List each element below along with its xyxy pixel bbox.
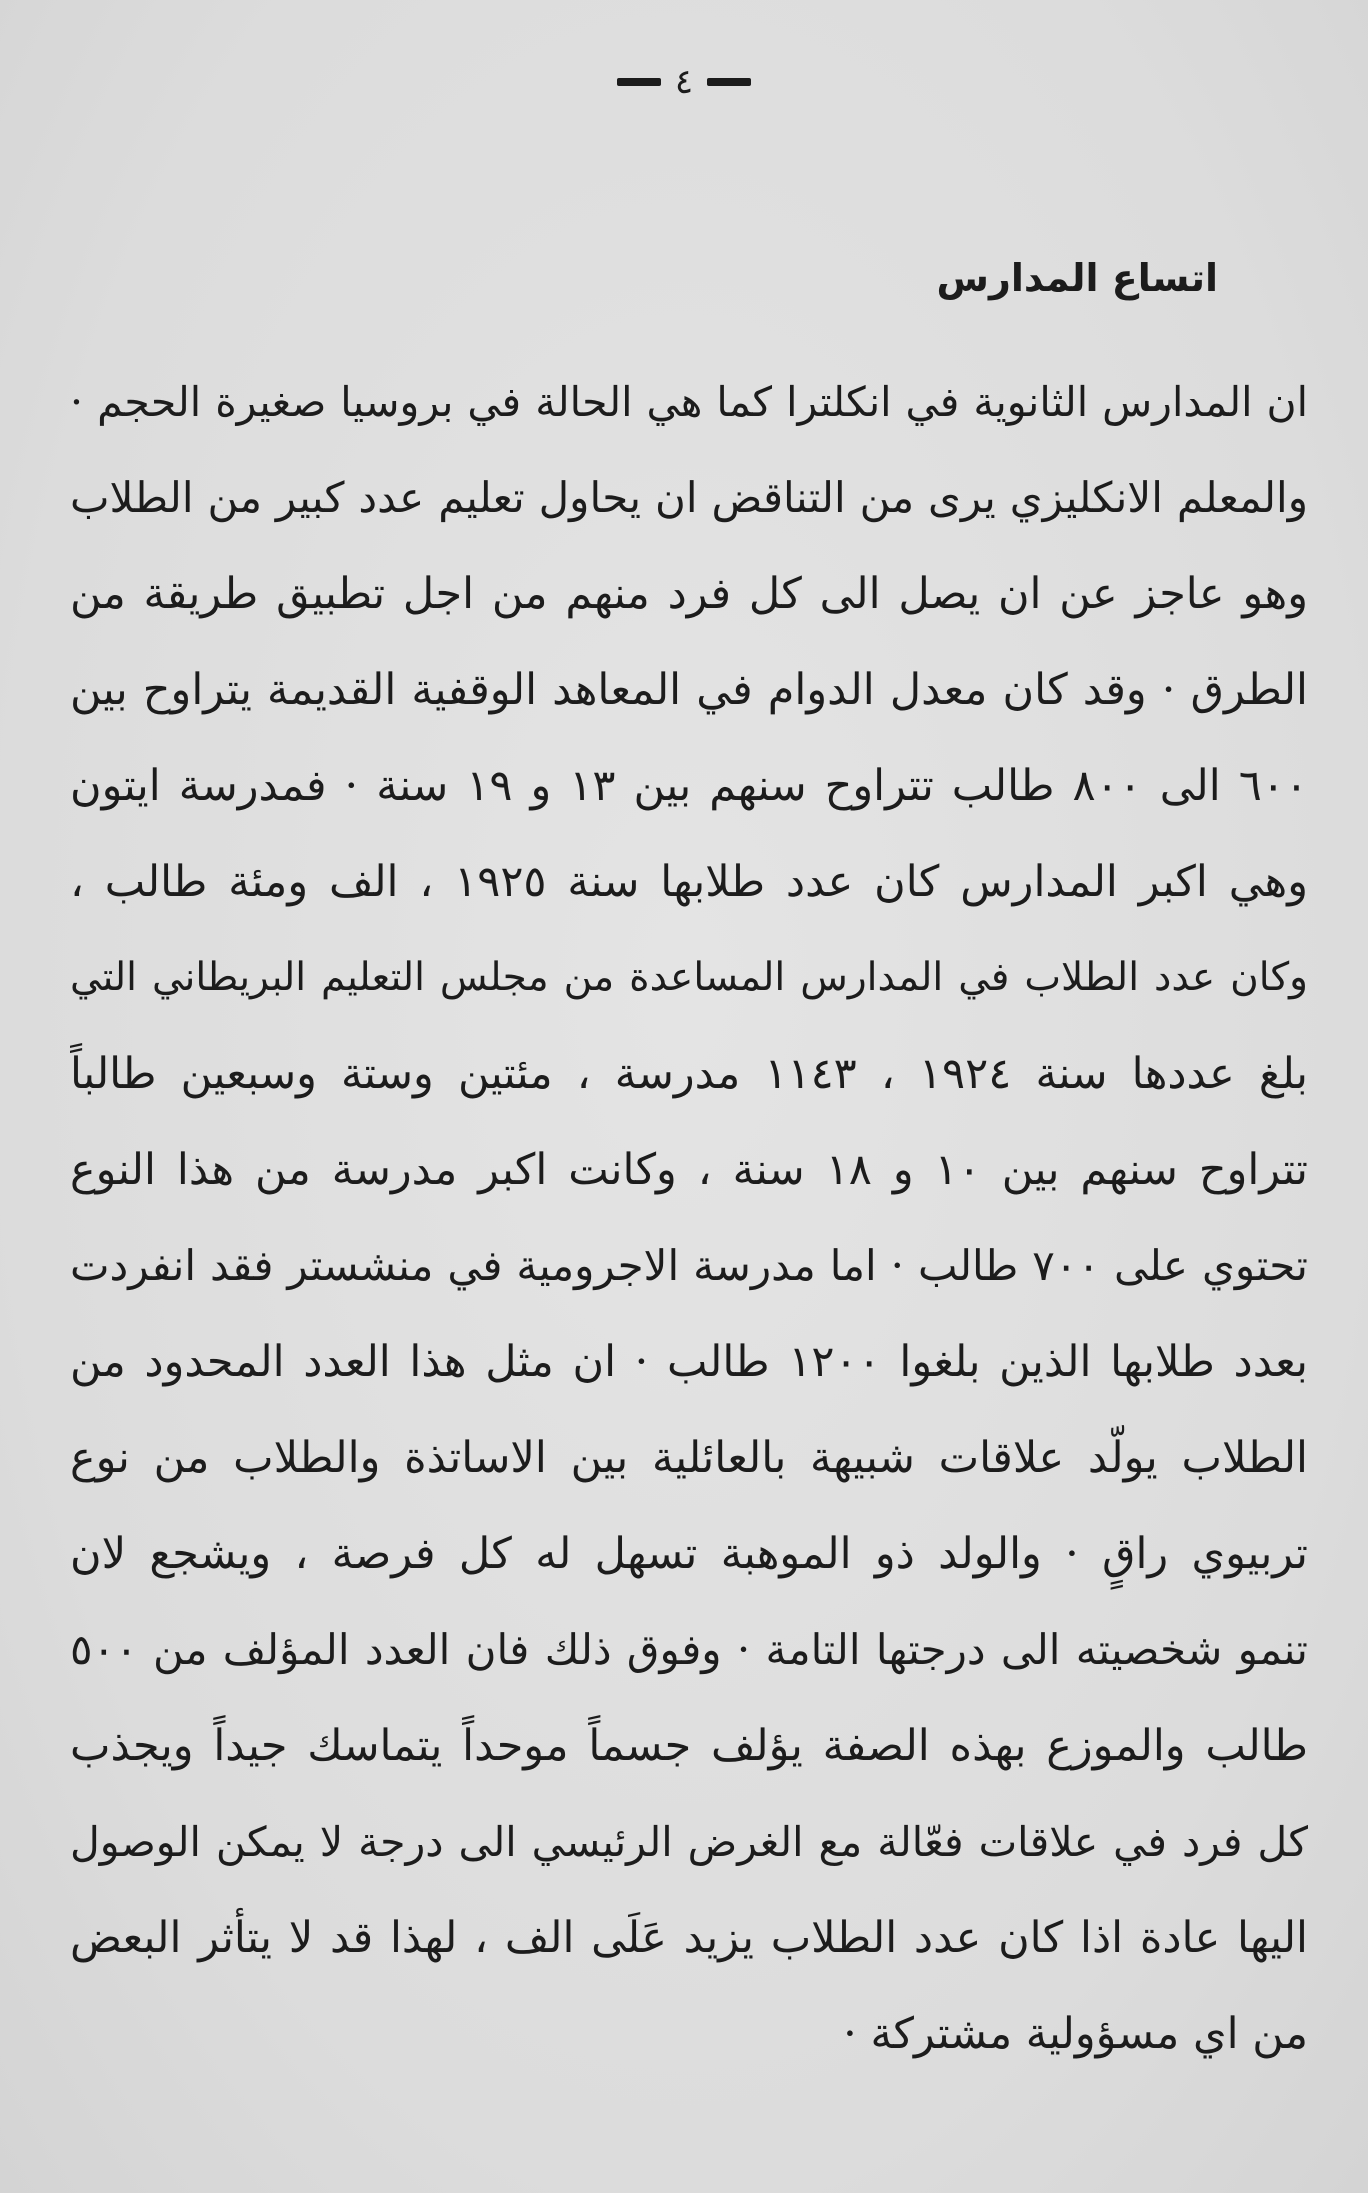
text-line: بلغ عددها سنة ١٩٢٤ ، ١١٤٣ مدرسة ، مئتين وستة وسبعين طالباً	[70, 1049, 1308, 1099]
text-line: اليها عادة اذا كان عدد الطلاب يزيد عَلَى الف ، لهذا قد لا يتأثر البعض	[70, 1913, 1308, 1963]
text-line: طالب والموزع بهذه الصفة يؤلف جسماً موحداً يتماسك جيداً ويجذب	[70, 1721, 1308, 1771]
text-line: وهي اكبر المدارس كان عدد طلابها سنة ١٩٢٥ ، الف ومئة طالب ،	[70, 857, 1308, 907]
text-line: بعدد طلابها الذين بلغوا ١٢٠٠ طالب · ان مثل هذا العدد المحدود من	[70, 1337, 1308, 1387]
text-line: الطلاب يولّد علاقات شبيهة بالعائلية بين الاساتذة والطلاب من نوع	[70, 1433, 1308, 1483]
text-line: وهو عاجز عن ان يصل الى كل فرد منهم من اجل تطبيق طريقة من	[70, 569, 1308, 619]
page-number-dash-right	[617, 78, 661, 86]
text-line: تربيوي راقٍ · والولد ذو الموهبة تسهل له كل فرصة ، ويشجع لان	[70, 1529, 1308, 1579]
text-line: تنمو شخصيته الى درجتها التامة · وفوق ذلك فان العدد المؤلف من ٥٠٠	[70, 1625, 1308, 1674]
text-line: ان المدارس الثانوية في انكلترا كما هي الحالة في بروسيا صغيرة الحجم ·	[70, 378, 1308, 426]
section-heading: اتساع المدارس	[936, 256, 1218, 300]
text-line: الطرق · وقد كان معدل الدوام في المعاهد الوقفية القديمة يتراوح بين	[70, 665, 1308, 715]
body-paragraph	[70, 354, 1308, 2082]
text-line: والمعلم الانكليزي يرى من التناقض ان يحاول تعليم عدد كبير من الطلاب	[70, 473, 1308, 522]
text-line: ٦٠٠ الى ٨٠٠ طالب تتراوح سنهم بين ١٣ و ١٩ سنة · فمدرسة ايتون	[70, 761, 1308, 811]
text-line: وكان عدد الطلاب في المدارس المساعدة من مجلس التعليم البريطاني التي	[70, 955, 1308, 1000]
page-number-header	[0, 62, 1368, 102]
text-line-last: من اي مسؤولية مشتركة ·	[843, 2009, 1308, 2059]
text-line: تحتوي على ٧٠٠ طالب · اما مدرسة الاجرومية في منشستر فقد انفردت	[70, 1241, 1308, 1290]
page-number: ٤	[674, 62, 694, 102]
text-line: تتراوح سنهم بين ١٠ و ١٨ سنة ، وكانت اكبر مدرسة من هذا النوع	[70, 1145, 1308, 1195]
text-line: كل فرد في علاقات فعّالة مع الغرض الرئيسي الى درجة لا يمكن الوصول	[70, 1818, 1308, 1866]
page-number-dash-left	[707, 78, 751, 86]
